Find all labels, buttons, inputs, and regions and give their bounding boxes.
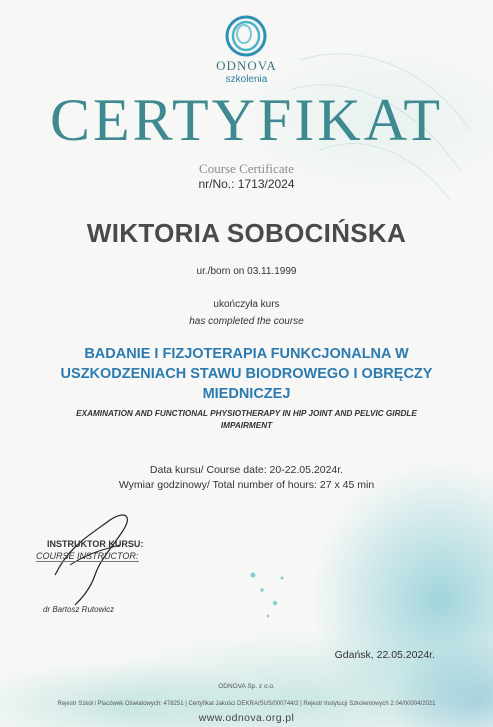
footer-website: www.odnova.org.pl xyxy=(198,712,295,724)
certificate-subtitle: Course Certificate xyxy=(199,161,294,176)
course-date: Data kursu/ Course date: 20-22.05.2024r. xyxy=(149,464,344,476)
completed-label-en: has completed the course xyxy=(189,316,304,327)
course-title-pl: BADANIE I FIZJOTERAPIA FUNKCJONALNA W USZKODZENIACH STAWU BIODROWEGO I OBRĘCZY MIEDNICZEJ xyxy=(60,346,433,402)
footer-company: ODNOVA Sp. z o.o. xyxy=(218,683,275,690)
footer-registry: Rejestr Szkół i Placówek Oświatowych: 478251 | Certyfikat Jakości DEKRA/SUS/000744/2 | Rejestr Instytucji Szkoleniowych 2.04/00004/2021 xyxy=(57,701,436,707)
course-title-en: EXAMINATION AND FUNCTIONAL PHYSIOTHERAPY IN HIP JOINT AND PELVIC GIRDLE IMPAIRMENT xyxy=(76,409,417,430)
course-hours: Wymiar godzinowy/ Total number of hours: 27 x 45 min xyxy=(118,479,375,491)
certificate-number: nr/No.: 1713/2024 xyxy=(198,177,295,191)
place-and-date: Gdańsk, 22.05.2024r. xyxy=(334,649,435,661)
brand-subtitle: szkolenia xyxy=(225,74,268,85)
instructor-label-pl: INSTRUKTOR KURSU: xyxy=(47,539,144,549)
instructor-signature-line xyxy=(36,561,139,562)
instructor-name: dr Bartosz Rutowicz xyxy=(43,605,115,614)
instructor-label-en: COURSE INSTRUCTOR: xyxy=(36,551,139,561)
odnova-logo-icon xyxy=(220,12,272,60)
brand-name: ODNOVA xyxy=(216,58,277,73)
birth-date: ur./born on 03.11.1999 xyxy=(196,266,297,277)
completed-label-pl: ukończyła kurs xyxy=(213,299,280,310)
certificate-title: CERTYFIKAT xyxy=(49,87,444,153)
recipient-name: WIKTORIA SOBOCIŃSKA xyxy=(86,218,407,248)
